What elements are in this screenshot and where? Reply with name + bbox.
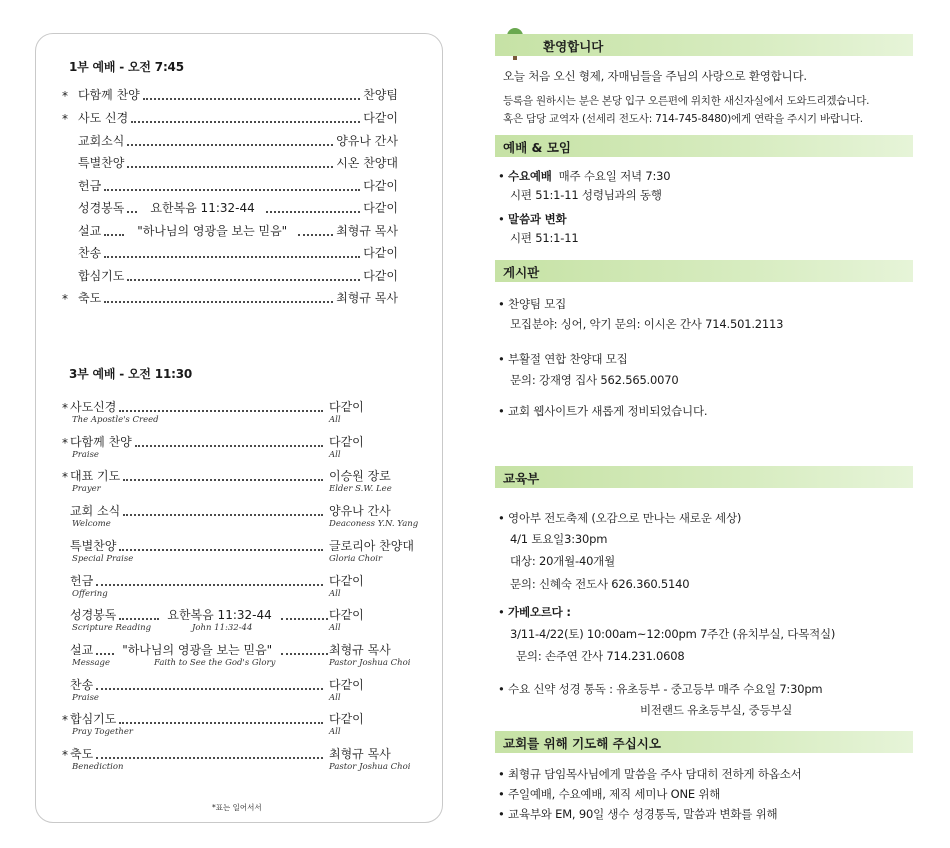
service3-item	[62, 711, 422, 739]
item-leader: 최형규 목사	[329, 747, 391, 761]
word-change-text: 시편 51:1-11	[510, 231, 579, 245]
item-detail-en: John 11:32-44	[192, 623, 253, 633]
board-item-3: • 교회 웹사이트가 새롭게 정비되었습니다.	[498, 404, 708, 418]
leader-dots	[131, 121, 360, 123]
service3-item	[62, 642, 422, 670]
leader-dots	[119, 549, 323, 551]
standing-marker: *	[62, 748, 68, 762]
standing-footnote: *표는 일어서서	[212, 803, 262, 812]
word-change-label: 말씀과 변화	[508, 212, 567, 226]
item-leader-en: All	[329, 623, 341, 633]
leader-dots	[104, 256, 360, 258]
item-label-en: Pray Together	[72, 727, 133, 737]
service1-title: 1부 예배 - 오전 7:45	[69, 60, 184, 74]
item-leader-en: Pastor Joshua Choi	[329, 762, 411, 772]
item-label: 다함께 찬양	[70, 435, 132, 449]
item-leader-en: All	[329, 727, 341, 737]
leader-dots	[96, 688, 323, 690]
item-label: 사도신경	[70, 400, 117, 414]
leader-dots	[281, 653, 328, 655]
standing-marker: *	[62, 436, 68, 450]
item-label: 찬송	[70, 678, 94, 692]
item-leader: 찬양팀	[363, 88, 398, 102]
item-leader: 다같이	[363, 179, 398, 193]
item-leader: 다같이	[363, 269, 398, 283]
item-label-en: Message	[72, 658, 110, 668]
leader-dots	[104, 189, 360, 191]
item-leader: 양유나 간사	[336, 134, 398, 148]
item-label-en: Special Praise	[72, 554, 134, 564]
board-title: 게시판	[503, 265, 540, 280]
service3-item	[62, 573, 422, 601]
prayer-header	[495, 731, 913, 753]
item-label: 교회 소식	[70, 504, 121, 518]
service3-item	[62, 677, 422, 705]
service1-item	[62, 155, 398, 171]
item-leader-en: Deaconess Y.N. Yang	[329, 519, 419, 529]
item-leader-en: All	[329, 589, 341, 599]
item-detail-en: Faith to See the God's Glory	[154, 658, 276, 668]
leader-dots	[104, 301, 333, 303]
item-leader-en: All	[329, 450, 341, 460]
service1-item	[62, 87, 398, 103]
welcome-line3: 혹은 담당 교역자 (선세리 전도사: 714-745-8480)에게 연락을 주시기 바랍니다.	[503, 113, 863, 125]
item-label-en: Praise	[72, 693, 99, 703]
education-item-1-target: 대상: 20개월-40개월	[510, 554, 615, 568]
item-label: 특별찬양	[78, 156, 125, 170]
education-item-1-date: 4/1 토요일3:30pm	[510, 532, 608, 546]
leader-dots	[96, 584, 323, 586]
item-label: 교회소식	[78, 134, 125, 148]
service1-item	[62, 178, 398, 194]
education-item-2-date: 3/11-4/22(토) 10:00am~12:00pm 7주간 (유치부실, 다목적실)	[510, 627, 836, 641]
wednesday-label: 수요예배	[508, 169, 552, 183]
welcome-line2: 등록을 원하시는 분은 본당 입구 오른편에 위치한 새신자실에서 도와드리겠습니다.	[503, 95, 870, 107]
item-leader-en: Gloria Choir	[329, 554, 383, 564]
item-label: 축도	[78, 291, 102, 305]
item-leader-en: All	[329, 415, 341, 425]
item-leader: 다같이	[329, 400, 364, 414]
item-label: 설교	[70, 643, 94, 657]
education-item-2: • 가베오르다 :	[498, 605, 571, 619]
leader-dots	[127, 211, 137, 213]
item-detail: "하나님의 영광을 보는 믿음"	[137, 224, 288, 238]
service1-item	[62, 268, 398, 284]
leader-dots	[96, 757, 323, 759]
word-change: • 말씀과 변화	[498, 212, 567, 226]
education-item-3: • 수요 신약 성경 통독 : 유초등부 - 중고등부 매주 수요일 7:30pm	[498, 682, 823, 696]
worship-title: 예배 & 모임	[503, 140, 571, 155]
item-label: 축도	[70, 747, 94, 761]
standing-marker: *	[62, 470, 68, 484]
item-leader: 다같이	[329, 678, 364, 692]
leader-dots	[119, 722, 323, 724]
education-item-2-contact: 문의: 손주연 간사 714.231.0608	[516, 649, 685, 663]
leader-dots	[119, 618, 159, 620]
wednesday-service: • 수요예배 매주 수요일 저녁 7:30	[498, 169, 671, 183]
item-label: 합심기도	[70, 712, 117, 726]
standing-marker: *	[62, 112, 68, 126]
service1-item	[62, 110, 398, 126]
item-label-en: The Apostle's Creed	[72, 415, 159, 425]
item-label: 성경봉독	[78, 201, 125, 215]
leader-dots	[266, 211, 360, 213]
leader-dots	[119, 410, 323, 412]
service1-item	[62, 133, 398, 149]
item-leader: 이승원 장로	[329, 469, 391, 483]
leader-dots	[127, 279, 360, 281]
leader-dots	[298, 234, 333, 236]
prayer-item-3: • 교육부와 EM, 90일 생수 성경통독, 말씀과 변화를 위해	[498, 807, 778, 821]
education-item-3-place: 비전랜드 유초등부실, 중등부실	[640, 703, 793, 717]
item-leader: 다같이	[329, 712, 364, 726]
item-label-en: Praise	[72, 450, 99, 460]
service3-item	[62, 503, 422, 531]
education-title: 교육부	[503, 471, 540, 486]
item-detail: 요한복음 11:32-44	[167, 608, 272, 622]
leader-dots	[127, 144, 333, 146]
item-detail: "하나님의 영광을 보는 믿음"	[122, 643, 273, 657]
item-leader: 다같이	[363, 201, 398, 215]
item-label-en: Prayer	[72, 484, 101, 494]
item-label-en: Offering	[72, 589, 108, 599]
service3-item	[62, 607, 422, 635]
welcome-line1: 오늘 처음 오신 형제, 자매님들을 주님의 사랑으로 환영합니다.	[503, 69, 807, 83]
item-leader-en: Pastor Joshua Choi	[329, 658, 411, 668]
standing-marker: *	[62, 292, 68, 306]
item-leader-en: All	[329, 693, 341, 703]
welcome-title: 환영합니다	[543, 39, 604, 54]
item-label-en: Scripture Reading	[72, 623, 152, 633]
board-item-2: • 부활절 연합 찬양대 모집	[498, 352, 628, 366]
service3-item	[62, 468, 422, 496]
prayer-item-2: • 주일예배, 수요예배, 제직 세미나 ONE 위해	[498, 787, 721, 801]
leader-dots	[135, 445, 323, 447]
board-item-1-detail: 모집분야: 싱어, 악기 문의: 이시온 간사 714.501.2113	[510, 317, 784, 331]
standing-marker: *	[62, 713, 68, 727]
welcome-header	[495, 34, 913, 56]
item-leader: 다같이	[329, 574, 364, 588]
leader-dots	[143, 98, 360, 100]
item-leader: 다같이	[329, 608, 364, 622]
leader-dots	[281, 618, 328, 620]
board-item-1: • 찬양팀 모집	[498, 297, 567, 311]
item-label: 합심기도	[78, 269, 125, 283]
education-item-1: • 영아부 전도축제 (오감으로 만나는 새로운 세상)	[498, 511, 742, 525]
item-label-en: Welcome	[72, 519, 111, 529]
item-leader: 최형규 목사	[336, 224, 398, 238]
leader-dots	[104, 234, 124, 236]
service1-item	[62, 290, 398, 306]
item-label: 찬송	[78, 246, 102, 260]
item-leader: 다같이	[329, 435, 364, 449]
standing-marker: *	[62, 89, 68, 103]
service3-item	[62, 746, 422, 774]
item-leader: 양유나 간사	[329, 504, 391, 518]
wednesday-text: 시편 51:1-11 성령님과의 동행	[510, 188, 662, 202]
item-label: 특별찬양	[70, 539, 117, 553]
leader-dots	[96, 653, 114, 655]
wednesday-time: 매주 수요일 저녁 7:30	[558, 169, 671, 183]
worship-header	[495, 135, 913, 157]
prayer-item-1: • 최형규 담임목사님에게 말씀을 주사 담대히 전하게 하옵소서	[498, 767, 802, 781]
education-header	[495, 466, 913, 488]
service3-title: 3부 예배 - 오전 11:30	[69, 367, 192, 381]
service3-item	[62, 538, 422, 566]
item-label: 헌금	[70, 574, 94, 588]
item-label: 설교	[78, 224, 102, 238]
item-leader: 다같이	[363, 246, 398, 260]
standing-marker: *	[62, 401, 68, 415]
item-leader-en: Elder S.W. Lee	[329, 484, 392, 494]
service1-item	[62, 245, 398, 261]
item-label: 성경봉독	[70, 608, 117, 622]
service3-item	[62, 434, 422, 462]
item-label-en: Benediction	[72, 762, 124, 772]
item-detail: 요한복음 11:32-44	[150, 201, 255, 215]
item-leader: 다같이	[363, 111, 398, 125]
item-label: 다함께 찬양	[78, 88, 140, 102]
leader-dots	[123, 514, 323, 516]
leader-dots	[127, 166, 333, 168]
item-label: 사도 신경	[78, 111, 129, 125]
item-leader: 시온 찬양대	[336, 156, 398, 170]
board-header	[495, 260, 913, 282]
prayer-title: 교회를 위해 기도해 주십시오	[503, 736, 661, 751]
board-item-2-detail: 문의: 강재영 집사 562.565.0070	[510, 373, 679, 387]
leader-dots	[123, 479, 323, 481]
service1-item	[62, 223, 398, 239]
education-item-1-contact: 문의: 신혜숙 전도사 626.360.5140	[510, 577, 690, 591]
item-leader: 최형규 목사	[329, 643, 391, 657]
service1-item	[62, 200, 398, 216]
item-label: 헌금	[78, 179, 102, 193]
item-leader: 최형규 목사	[336, 291, 398, 305]
item-leader: 글로리아 찬양대	[329, 539, 414, 553]
service3-item	[62, 399, 422, 427]
item-label: 대표 기도	[70, 469, 121, 483]
